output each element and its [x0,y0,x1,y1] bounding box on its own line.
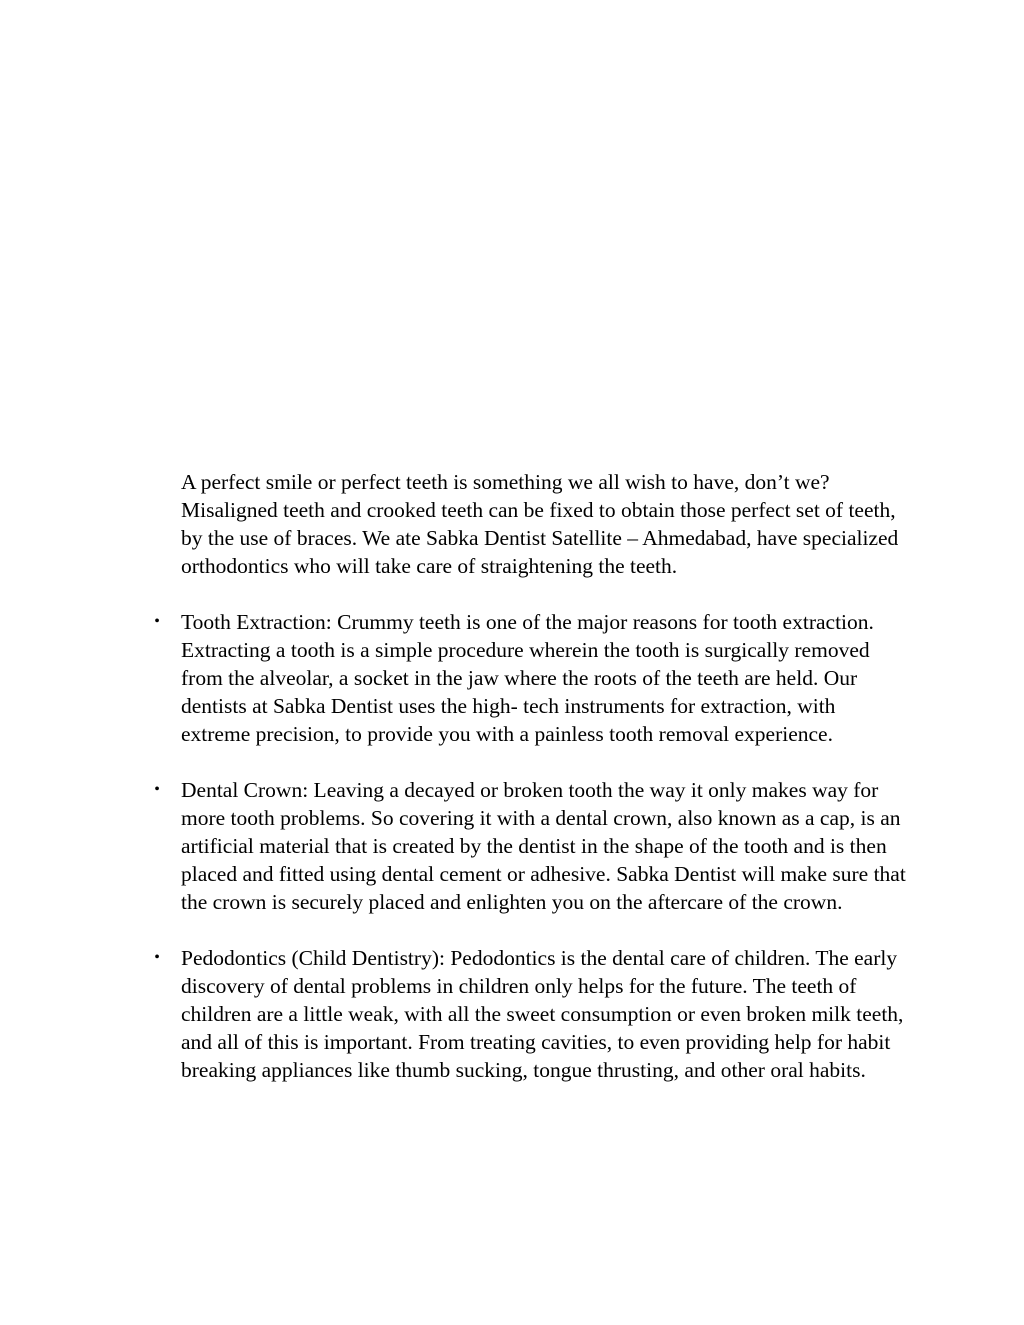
services-list [154,608,906,1084]
list-item-tooth-extraction [154,608,906,748]
list-item-text: Dental Crown: Leaving a decayed or broken tooth the way it only makes way for more tooth problems. So covering it with a dental crown, also known as a cap, is an artificial material that is created by the dentist in the shape of the tooth and is then placed and fitted using dental cement or adhesive. Sabka Dentist will make sure that the crown is securely placed and enlighten you on the aftercare of the crown. [181,778,906,914]
list-item-dental-crown [154,776,906,916]
bullet-icon: • [154,613,160,630]
bullet-icon: • [154,781,160,798]
document-page [154,468,906,1084]
list-item-text: Tooth Extraction: Crummy teeth is one of the major reasons for tooth extraction. Extracting a tooth is a simple procedure wherein the tooth is surgically removed from the alveolar, a socket in the jaw where the roots of the teeth are held. Our dentists at Sabka Dentist uses the high- tech instruments for extraction, with extreme precision, to provide you with a painless tooth removal experience. [181,610,874,746]
list-item-pedodontics [154,944,906,1084]
bullet-icon: • [154,949,160,966]
list-item-text: Pedodontics (Child Dentistry): Pedodontics is the dental care of children. The early discovery of dental problems in children only helps for the future. The teeth of children are a little weak, with all the sweet consumption or even broken milk teeth, and all of this is important. From treating cavities, to even providing help for habit breaking appliances like thumb sucking, tongue thrusting, and other oral habits. [181,946,904,1082]
intro-paragraph: A perfect smile or perfect teeth is something we all wish to have, don’t we? Misaligned teeth and crooked teeth can be fixed to obtain those perfect set of teeth, by the use of braces. We ate Sabka Dentist Satellite – Ahmedabad, have specialized orthodontics who will take care of straightening the teeth. [181,470,899,578]
